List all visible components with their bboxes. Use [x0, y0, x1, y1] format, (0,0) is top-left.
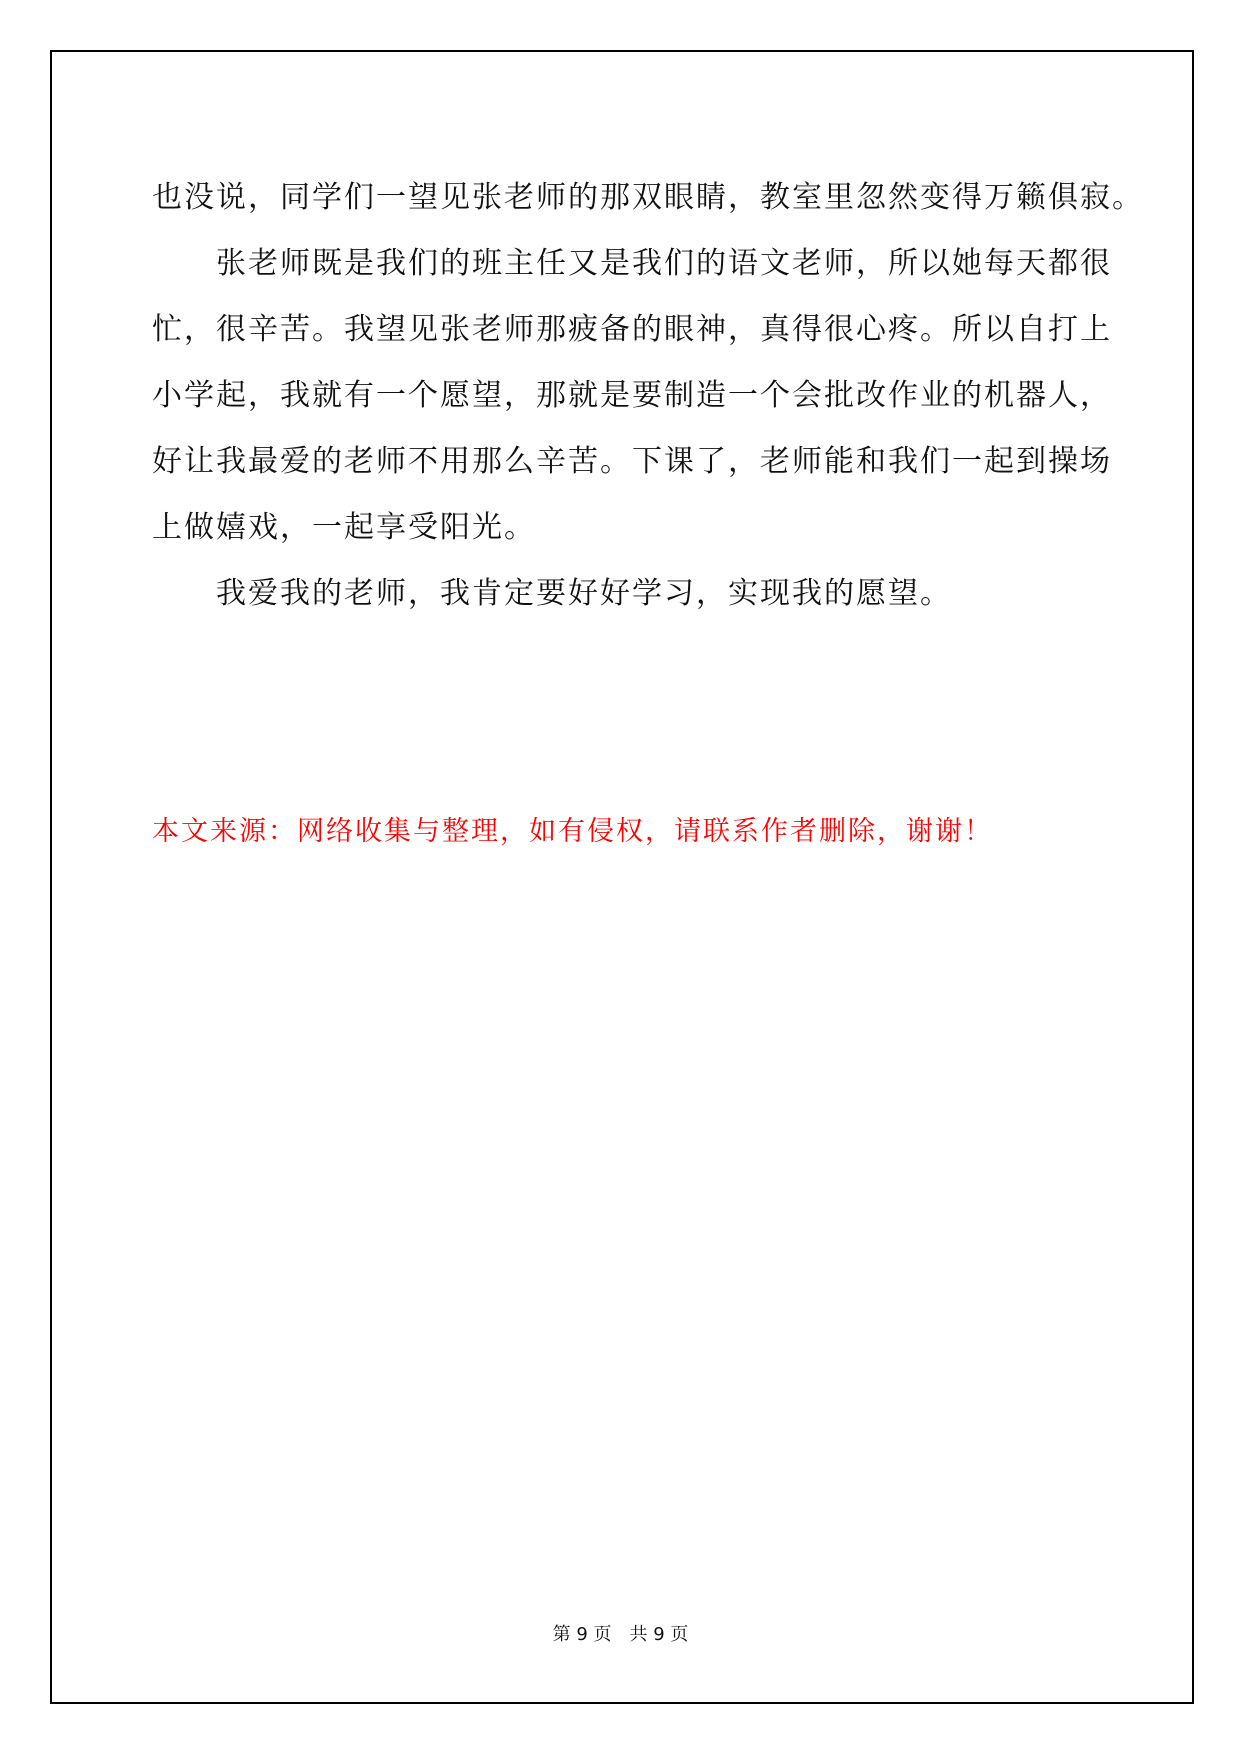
page-number: 第 9 页	[552, 1624, 612, 1645]
page-total: 共 9 页	[629, 1624, 689, 1645]
text-line: 上做嬉戏，一起享受阳光。	[152, 510, 536, 545]
text-line: 忙，很辛苦。我望见张老师那疲备的眼神，真得很心疼。所以自打上	[152, 312, 1112, 347]
document-body	[152, 165, 1144, 627]
text-line: 好让我最爱的老师不用那么辛苦。下课了，老师能和我们一起到操场	[152, 444, 1112, 479]
paragraph-start-line: 我爱我的老师，我肯定要好好学习，实现我的愿望。	[216, 576, 952, 611]
paragraph-start-line: 张老师既是我们的班主任又是我们的语文老师，所以她每天都很	[216, 246, 1112, 281]
text-line: 小学起，我就有一个愿望，那就是要制造一个会批改作业的机器人，	[152, 378, 1112, 413]
text-line: 也没说，同学们一望见张老师的那双眼睛，教室里忽然变得万籁俱寂。	[152, 180, 1144, 215]
page-footer	[0, 1620, 1241, 1646]
source-note: 本文来源：网络收集与整理，如有侵权，请联系作者删除，谢谢！	[152, 816, 993, 847]
